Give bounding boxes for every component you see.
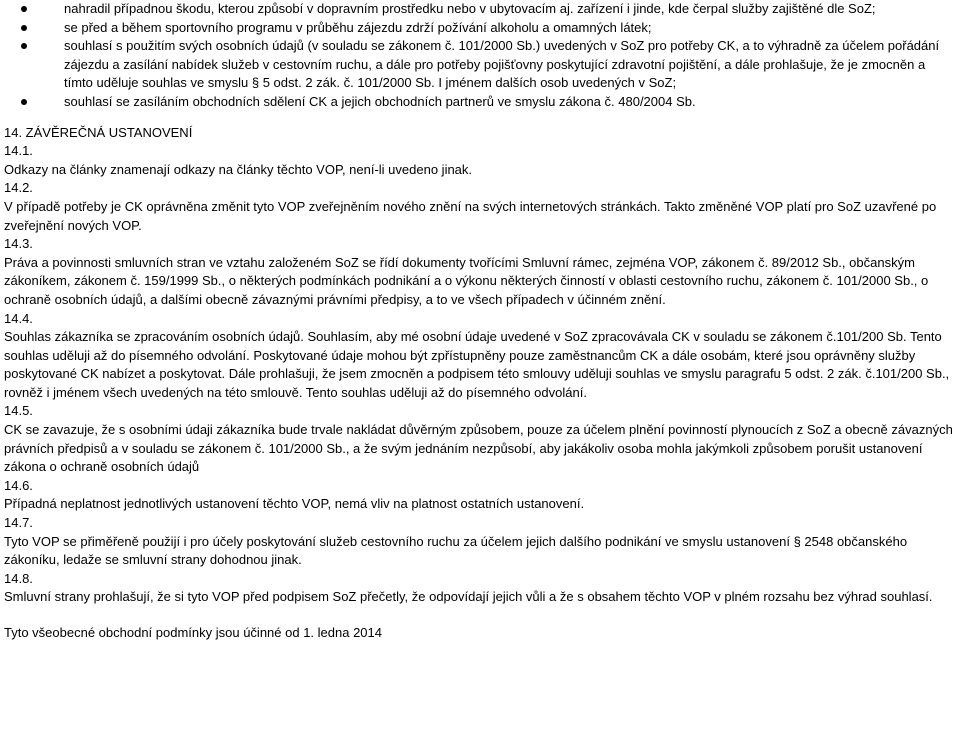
clause-text: Případná neplatnost jednotlivých ustanovení těchto VOP, nemá vliv na platnost ostatních ustanovení. <box>4 496 585 512</box>
effective-date-note: Tyto všeobecné obchodní podmínky jsou účinné od 1. ledna 2014 <box>4 625 382 640</box>
clause-number: 14.8. <box>4 570 33 586</box>
clause-text: Práva a povinnosti smluvních stran ve vztahu založeném SoZ se řídí dokumenty tvořícími Smluvní rámec, zejména VOP, zákonem č. 89/2012 Sb., občanským zákoníkem, zákonem č. 159/1999 Sb., o některých podmínkách podnikání a o výkonu některých činností v oblasti cestovního ruchu, zákonem č. 101/2000 Sb., o ochraně osobních údajů, a dalšími obecně závaznými právními předpisy, a to ve všech případech v účinném znění. <box>4 254 929 307</box>
clause-text: Smluvní strany prohlašují, že si tyto VOP před podpisem SoZ přečetly, že odpovídají jejich vůli a že s obsahem těchto VOP v plném rozsahu bez výhrad souhlasí. <box>4 589 933 605</box>
clause-number: 14.5. <box>4 403 33 419</box>
clause-number: 14.2. <box>4 180 33 196</box>
consent-bullet-list <box>4 0 955 112</box>
section-heading: 14. ZÁVĚREČNÁ USTANOVENÍ <box>4 124 193 140</box>
clause-number: 14.4. <box>4 310 33 326</box>
bullet-item: souhlasí se zasíláním obchodních sdělení CK a jejich obchodních partnerů ve smyslu zákona č. 480/2004 Sb. <box>4 93 955 112</box>
bullet-item: se před a během sportovního programu v průběhu zájezdu zdrží požívání alkoholu a omamných látek; <box>4 19 955 38</box>
clause-text: Souhlas zákazníka se zpracováním osobních údajů. Souhlasím, aby mé osobní údaje uvedené v SoZ zpracovávala CK v souladu se zákonem č.101/200 Sb. Tento souhlas uděluji až do písemného odvolání. Poskytované údaje mohou být zpřístupněny pouze zaměstnancům CK a dále osobám, které jsou oprávněny služby poskytované CK nabízet a poskytovat. Dále prohlašuji, že jsem zmocněn a podpisem této smlouvy uděluji souhlas ve smyslu paragrafu 5 odst. 2 zák. č.101/200 Sb., rovněž i jménem všech uvedených na této smlouvě. Tento souhlas uděluji až do písemného odvolání. <box>4 329 950 400</box>
section-final-provisions <box>4 124 955 607</box>
clause-text: V případě potřeby je CK oprávněna změnit tyto VOP zveřejněním nového znění na svých internetových stránkách. Takto změněné VOP platí pro SoZ uzavřené po zveřejnění nových VOP. <box>4 198 937 233</box>
clause-number: 14.7. <box>4 515 33 531</box>
clause-text: Tyto VOP se přiměřeně použijí i pro účely poskytování služeb cestovního ruchu za účelem jejich dalšího podnikání ve smyslu ustanovení § 2548 občanského zákoníku, ledaže se smluvní strany dohodnou jinak. <box>4 533 908 568</box>
clause-number: 14.1. <box>4 143 33 159</box>
clause-number: 14.3. <box>4 236 33 252</box>
clause-number: 14.6. <box>4 477 33 493</box>
clause-text: Odkazy na články znamenají odkazy na články těchto VOP, není-li uvedeno jinak. <box>4 161 473 177</box>
bullet-item: souhlasí s použitím svých osobních údajů (v souladu se zákonem č. 101/2000 Sb.) uvedených v SoZ pro potřeby CK, a to výhradně za účelem pořádání zájezdu a zasílání nabídek služeb v cestovním ruchu, a dále pro potřeby pojišťovny poskytující zdravotní pojištění, a dále prohlašuje, že je zmocněn a tímto uděluje souhlas ve smyslu § 5 odst. 2 zák. č. 101/2000 Sb. I jménem dalších osob uvedených v SoZ; <box>4 37 955 93</box>
spacer <box>4 112 955 124</box>
clause-text: CK se zavazuje, že s osobními údaji zákazníka bude trvale nakládat důvěrným způsobem, pouze za účelem plnění povinností plynoucích z SoZ a obecně závazných právních předpisů a v souladu se zákonem č. 101/2000 Sb., a že svým jednáním nezpůsobí, aby jakákoliv osoba mohla jakýmkoli způsobem porušit ustanovení zákona o ochraně osobních údajů <box>4 422 953 475</box>
bullet-item: nahradil případnou škodu, kterou způsobí v dopravním prostředku nebo v ubytovacím aj. zařízení i jinde, kde čerpal služby zajištěné dle SoZ; <box>4 0 955 19</box>
